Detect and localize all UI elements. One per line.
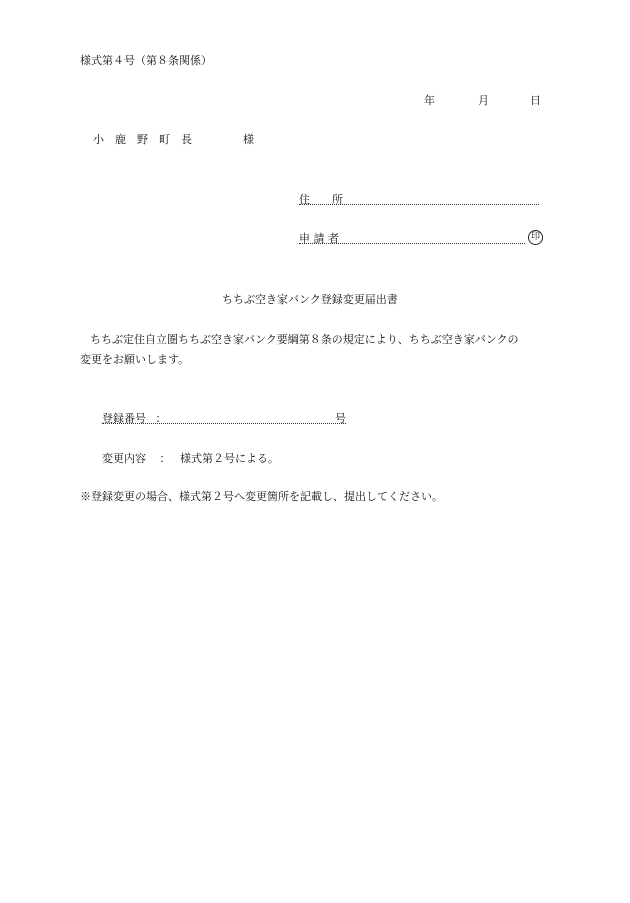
document-title: ちちぶ空き家バンク登録変更届出書 [222, 293, 398, 306]
registration-label: 登録番号 [102, 412, 146, 425]
date-day-label: 日 [530, 94, 541, 107]
date-month-label: 月 [478, 94, 489, 107]
registration-colon: ： [155, 412, 167, 425]
change-label: 変更内容 [102, 452, 146, 465]
form-number: 様式第４号（第８条関係） [80, 54, 212, 67]
applicant-name-field[interactable] [299, 230, 525, 244]
address-label: 住 所 [299, 193, 343, 206]
note-text: ※登録変更の場合、様式第２号へ変更箇所を記載し、提出してください。 [80, 490, 443, 503]
date-year-label: 年 [424, 94, 435, 107]
body-text-line-1: ちちぶ定住自立圏ちちぶ空き家バンク要綱第８条の規定により、ちちぶ空き家バンクの [90, 333, 519, 346]
registration-suffix: 号 [335, 412, 346, 425]
body-text-line-2: 変更をお願いします。 [80, 353, 190, 366]
applicant-label: 申 請 者 [299, 232, 339, 245]
registration-number-field[interactable] [102, 410, 346, 424]
change-content-row [102, 450, 279, 466]
change-colon: ： [159, 452, 171, 465]
address-field[interactable] [299, 191, 539, 205]
seal-mark [526, 229, 543, 245]
change-value: 様式第２号による。 [180, 452, 279, 465]
addressee-name: 小 鹿 野 町 長 [93, 133, 192, 146]
seal-icon: 印 [528, 230, 543, 245]
addressee-honorific: 様 [243, 133, 254, 146]
